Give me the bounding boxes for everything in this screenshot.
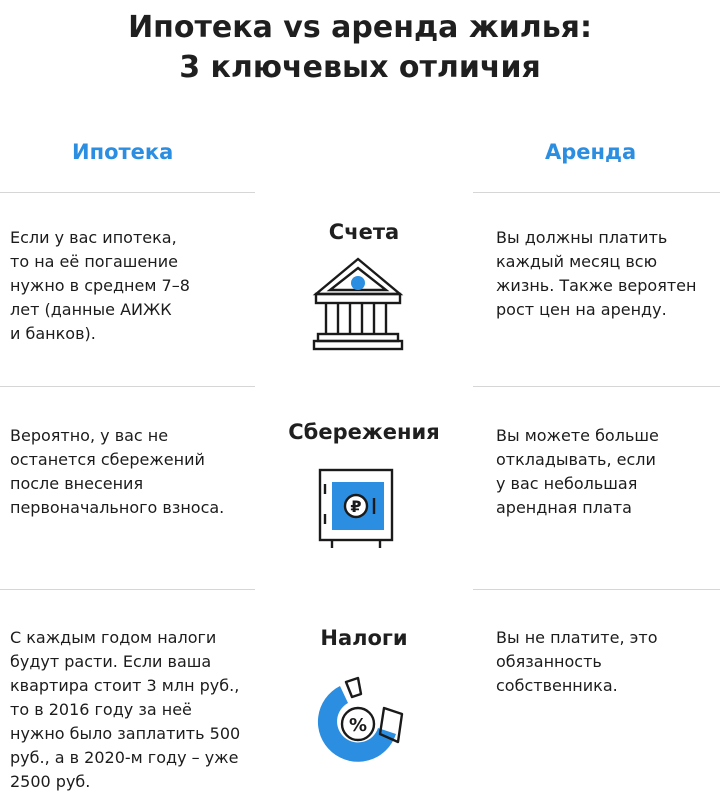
title-line-1: Ипотека vs аренда жилья: (128, 10, 592, 45)
divider (0, 192, 255, 193)
title-line-2: 3 ключевых отличия (179, 50, 541, 85)
row-savings-title: Сбережения (288, 420, 440, 444)
text-line: руб., а в 2020-м году – уже (10, 748, 239, 767)
row-taxes-rent-text (496, 626, 658, 698)
text-line: лет (данные АИЖК (10, 300, 172, 319)
text-line: то в 2016 году за неё (10, 700, 192, 719)
safe-icon (318, 468, 394, 552)
row-savings-mortgage-text (10, 424, 224, 520)
percent-donut-icon (310, 672, 410, 766)
row-bills-title: Счета (328, 220, 400, 244)
text-line: нужно в среднем 7–8 (10, 276, 190, 295)
text-line: 2500 руб. (10, 772, 91, 791)
text-line: арендная плата (496, 498, 632, 517)
divider (473, 386, 720, 387)
text-line: откладывать, если (496, 450, 656, 469)
text-line: Вероятно, у вас не (10, 426, 169, 445)
text-line: нужно было заплатить 500 (10, 724, 241, 743)
text-line: у вас небольшая (496, 474, 638, 493)
text-line: Если у вас ипотека, (10, 228, 177, 247)
divider (0, 386, 255, 387)
text-line: первоначального взноса. (10, 498, 225, 517)
row-bills-mortgage-text (10, 226, 190, 346)
text-line: С каждым годом налоги (10, 628, 217, 647)
percent-symbol: % (348, 715, 368, 736)
text-line: обязанность (496, 652, 602, 671)
text-line: рост цен на аренду. (496, 300, 667, 319)
column-header-rent: Аренда (545, 140, 637, 164)
text-line: останется сбережений (10, 450, 205, 469)
page-title (0, 8, 720, 88)
ruble-symbol: ₽ (350, 497, 362, 516)
text-line: Вы должны платить (496, 228, 668, 247)
text-line: квартира стоит 3 млн руб., (10, 676, 240, 695)
text-line: то на её погашение (10, 252, 178, 271)
text-line: Вы не платите, это (496, 628, 658, 647)
text-line: жизнь. Также вероятен (496, 276, 697, 295)
row-savings-rent-text (496, 424, 659, 520)
divider (0, 589, 255, 590)
row-taxes-title: Налоги (320, 626, 408, 650)
column-header-mortgage: Ипотека (72, 140, 174, 164)
text-line: каждый месяц всю (496, 252, 658, 271)
divider (473, 192, 720, 193)
row-taxes-mortgage-text (10, 626, 240, 794)
divider (473, 589, 720, 590)
bank-icon (310, 256, 406, 352)
text-line: будут расти. Если ваша (10, 652, 212, 671)
text-line: Вы можете больше (496, 426, 659, 445)
text-line: и банков). (10, 324, 96, 343)
text-line: собственника. (496, 676, 618, 695)
text-line: после внесения (10, 474, 144, 493)
row-bills-rent-text (496, 226, 696, 322)
